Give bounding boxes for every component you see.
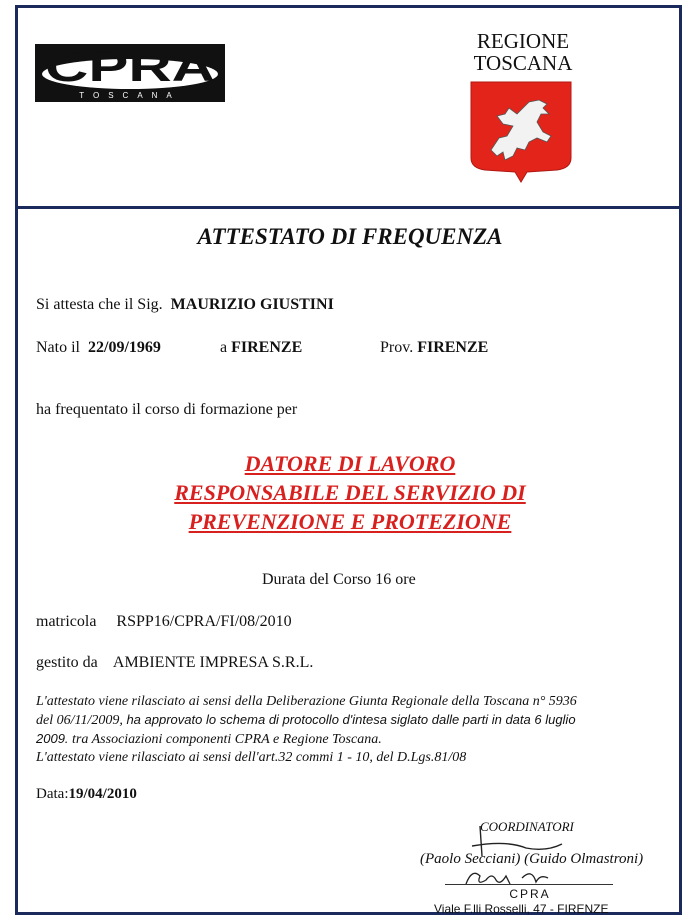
managed-value: AMBIENTE IMPRESA S.R.L. — [112, 654, 314, 671]
stamp-name: CPRA — [509, 887, 551, 901]
note-line-3 — [36, 730, 676, 749]
matricola-value: RSPP16/CPRA/FI/08/2010 — [116, 613, 292, 630]
born-label: Nato il — [36, 339, 80, 356]
attended-text: ha frequentato il corso di formazione per — [36, 401, 298, 418]
header-divider — [15, 206, 682, 209]
place-value: FIRENZE — [231, 339, 303, 356]
region-name — [462, 30, 584, 74]
course-line-2: RESPONSABILE DEL SERVIZIO DI — [174, 480, 526, 505]
matricola-label: matricola — [36, 613, 97, 630]
birthplace — [220, 339, 302, 357]
course-line-3: PREVENZIONE E PROTEZIONE — [188, 509, 512, 534]
course-duration: Durata del Corso 16 ore — [262, 571, 416, 588]
note-year: 2009. — [36, 731, 69, 746]
stamp-address: Viale F.lli Rosselli, 47 - FIRENZE — [434, 902, 609, 916]
cpra-logo-letters: CPRA — [45, 44, 215, 90]
date-line — [36, 786, 137, 803]
person-line — [36, 296, 334, 314]
note-date: del 06/11/2009, — [36, 713, 123, 728]
date-label: Data: — [36, 786, 69, 802]
province — [380, 339, 488, 357]
certificate-title: ATTESTATO DI FREQUENZA — [197, 224, 503, 249]
note-line-1: L'attestato viene rilasciato ai sensi della Deliberazione Giunta Regionale della Toscana n° 5936 — [36, 694, 577, 709]
date-value: 19/04/2010 — [68, 786, 137, 802]
note-line-4: L'attestato viene rilasciato ai sensi dell'art.32 commi 1 - 10, del D.Lgs.81/08 — [36, 750, 467, 765]
coordinators-names: (Paolo Secciani) (Guido Olmastroni) — [420, 851, 644, 867]
coordinators-title: COORDINATORI — [480, 819, 574, 834]
course-title — [0, 449, 700, 536]
region-name-line2: TOSCANA — [473, 51, 573, 75]
pegasus-shield-emblem — [469, 80, 573, 184]
course-line-1: DATORE DI LAVORO — [244, 451, 456, 476]
born-date: 22/09/1969 — [88, 339, 161, 356]
region-name-line1: REGIONE — [476, 29, 570, 53]
prov-value: FIRENZE — [417, 339, 489, 356]
managed-line — [36, 654, 313, 672]
cpra-logo-sub: TOSCANA — [79, 91, 181, 100]
matricola-line — [36, 613, 292, 631]
note-line-2-rest: ha approvato lo schema di protocollo d'intesa siglato dalle parti in data 6 luglio — [122, 712, 576, 727]
cpra-logo — [35, 44, 225, 102]
prov-label: Prov. — [380, 339, 414, 356]
birth-line — [36, 339, 161, 357]
note-line-3-rest: tra Associazioni componenti CPRA e Regione Toscana. — [68, 732, 382, 747]
place-label: a — [220, 339, 228, 356]
managed-label: gestito da — [36, 654, 98, 671]
legal-note — [36, 693, 676, 767]
intro-text: Si attesta che il Sig. — [36, 296, 163, 313]
note-line-2 — [36, 711, 676, 730]
person-name: MAURIZIO GIUSTINI — [170, 296, 334, 313]
stamp-rule — [445, 884, 613, 885]
